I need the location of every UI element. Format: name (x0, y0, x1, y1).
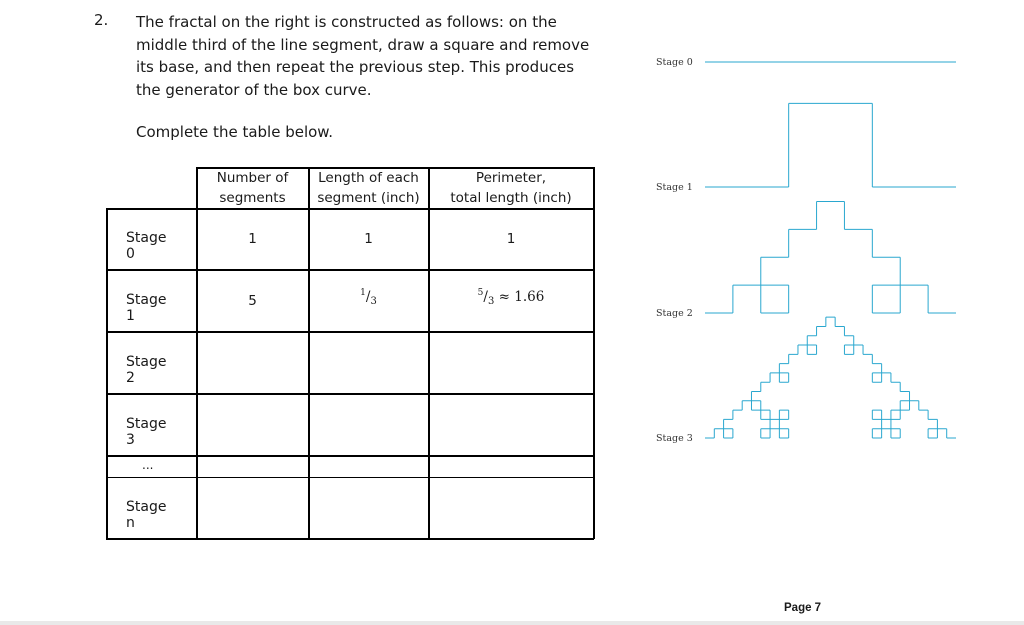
row-label-stage-n: Stage n (126, 499, 167, 531)
fraction-numerator: 1 (360, 287, 366, 298)
cell-segments: 5 (248, 293, 257, 309)
stage-label: Stage 0 (656, 57, 693, 68)
stage-1-curve (705, 103, 956, 187)
bottom-strip (0, 621, 1024, 625)
page-number: Page 7 (784, 602, 822, 614)
cell-segments: 1 (248, 231, 257, 247)
header-text: segment (inch) (317, 190, 420, 206)
stage-label: Stage 3 (656, 433, 693, 444)
row-label-stage-1: Stage 1 (126, 292, 167, 324)
stage-label: Stage 1 (656, 182, 693, 193)
stage-label: Stage 2 (656, 308, 693, 319)
instruction: Complete the table below. (136, 123, 333, 141)
question-line: its base, and then repeat the previous step. This produces (136, 58, 575, 76)
row-label-ellipsis: ... (142, 458, 154, 472)
cell-length: 1 (364, 231, 373, 247)
header-text: Perimeter, (475, 170, 547, 186)
fraction-numerator: 5 (477, 287, 484, 298)
header-text: total length (inch) (450, 190, 572, 206)
cell-perimeter: $^5/_3 \approx 1.66$ (477, 287, 545, 307)
cell-length: $^1/_3$ (360, 287, 377, 307)
question-line: middle third of the line segment, draw a square and remove (136, 35, 590, 54)
question-line: The fractal on the right is constructed as follows: on the (136, 13, 557, 31)
fraction-denominator: 3 (487, 295, 495, 307)
fractal-curves (705, 62, 956, 438)
header-text: Number of (216, 170, 289, 186)
cell-perimeter: 1 (506, 231, 516, 247)
header-text: Length of each (318, 170, 419, 186)
question-line: the generator of the box curve. (136, 80, 372, 99)
row-label-stage-2: Stage 2 (126, 354, 167, 386)
stage-3-curve (705, 317, 956, 438)
row-label-stage-0: Stage 0 (126, 230, 167, 262)
question-number: 2. (94, 11, 109, 29)
header-text: segments (219, 190, 286, 206)
fraction-denominator: 3 (370, 295, 377, 307)
perimeter-approx: ≈ 1.66 (498, 288, 545, 305)
row-label-stage-3: Stage 3 (126, 416, 167, 448)
stage-2-curve (705, 201, 956, 313)
